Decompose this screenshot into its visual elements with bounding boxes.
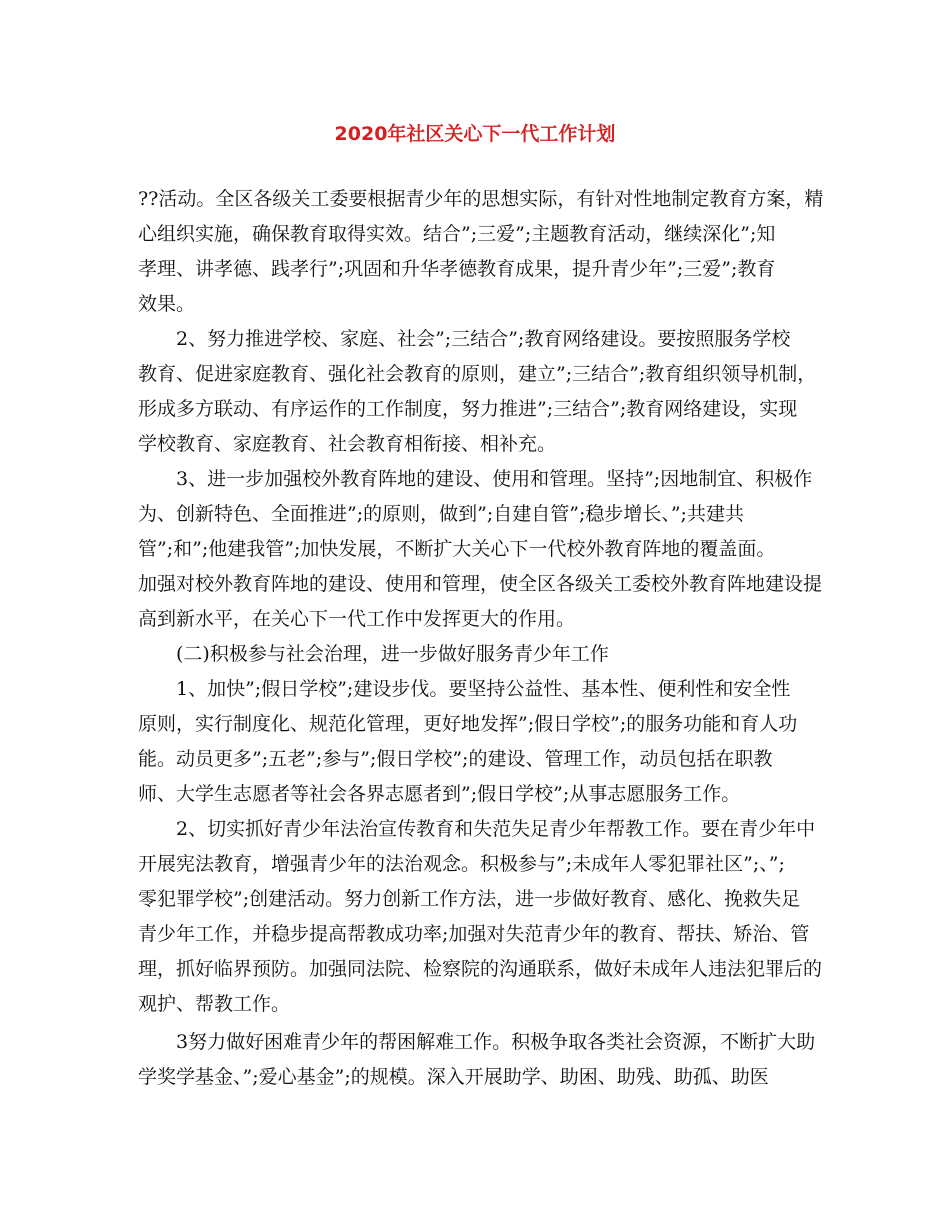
text-line: 形成多方联动、有序运作的工作制度，努力推进”;三结合”;教育网络建设，实现 bbox=[138, 398, 798, 420]
text-line: 孝理、讲孝德、践孝行”;巩固和升华孝德教育成果，提升青少年”;三爱”;教育 bbox=[138, 258, 776, 280]
text-line: 零犯罪学校”;创建活动。努力创新工作方法，进一步做好教育、感化、挽救失足 bbox=[138, 888, 801, 910]
text-line: 3、进一步加强校外教育阵地的建设、使用和管理。坚持”;因地制宜、积极作 bbox=[176, 468, 813, 490]
text-line: 管”;和”;他建我管”;加快发展，不断扩大关心下一代校外教育阵地的覆盖面。 bbox=[138, 538, 776, 560]
text-line: 教育、促进家庭教育、强化社会教育的原则，建立”;三结合”;教育组织领导机制， bbox=[138, 363, 817, 385]
text-line: 心组织实施，确保教育取得实效。结合”;三爱”;主题教育活动，继续深化”;知 bbox=[138, 223, 776, 245]
text-line: 能。动员更多”;五老”;参与”;假日学校”;的建设、管理工作，动员包括在职教 bbox=[138, 748, 773, 770]
text-line: 师、大学生志愿者等社会各界志愿者到”;假日学校”;从事志愿服务工作。 bbox=[138, 783, 741, 805]
text-line: 观护、帮教工作。 bbox=[138, 993, 291, 1015]
text-line: 2、切实抓好青少年法治宣传教育和失范失足青少年帮教工作。要在青少年中 bbox=[176, 818, 816, 840]
text-line: 2、努力推进学校、家庭、社会”;三结合”;教育网络建设。要按照服务学校 bbox=[176, 328, 791, 350]
text-line: 学奖学基金、”;爱心基金”;的规模。深入开展助学、助困、助残、助孤、助医 bbox=[138, 1066, 769, 1088]
text-line: 理，抓好临界预防。加强同法院、检察院的沟通联系，做好未成年人违法犯罪后的 bbox=[138, 958, 823, 980]
text-line: 学校教育、家庭教育、社会教育相衔接、相补充。 bbox=[138, 433, 557, 455]
text-line: 效果。 bbox=[138, 293, 196, 315]
text-line: 1、加快”;假日学校”;建设步伐。要坚持公益性、基本性、便利性和安全性 bbox=[176, 678, 791, 700]
text-line: 青少年工作，并稳步提高帮教成功率;加强对失范青少年的教育、帮扶、矫治、管 bbox=[138, 923, 810, 945]
text-line: 高到新水平，在关心下一代工作中发挥更大的作用。 bbox=[138, 608, 576, 630]
text-line: 3努力做好困难青少年的帮困解难工作。积极争取各类社会资源，不断扩大助 bbox=[176, 1031, 816, 1053]
text-line: 加强对校外教育阵地的建设、使用和管理，使全区各级关工委校外教育阵地建设提 bbox=[138, 573, 823, 595]
text-line: ??活动。全区各级关工委要根据青少年的思想实际，有针对性地制定教育方案，精 bbox=[138, 188, 824, 210]
text-line: 原则，实行制度化、规范化管理，更好地发挥”;假日学校”;的服务功能和育人功 bbox=[138, 713, 798, 735]
section-heading: (二)积极参与社会治理，进一步做好服务青少年工作 bbox=[176, 643, 609, 665]
document-body bbox=[138, 182, 824, 1095]
text-line: 开展宪法教育，增强青少年的法治观念。积极参与”;未成年人零犯罪社区”;、”; bbox=[138, 853, 785, 875]
text-line: 为、创新特色、全面推进”;的原则，做到”;自建自管”;稳步增长、”;共建共 bbox=[138, 503, 744, 525]
document-title: 2020年社区关心下一代工作计划 bbox=[334, 123, 616, 145]
